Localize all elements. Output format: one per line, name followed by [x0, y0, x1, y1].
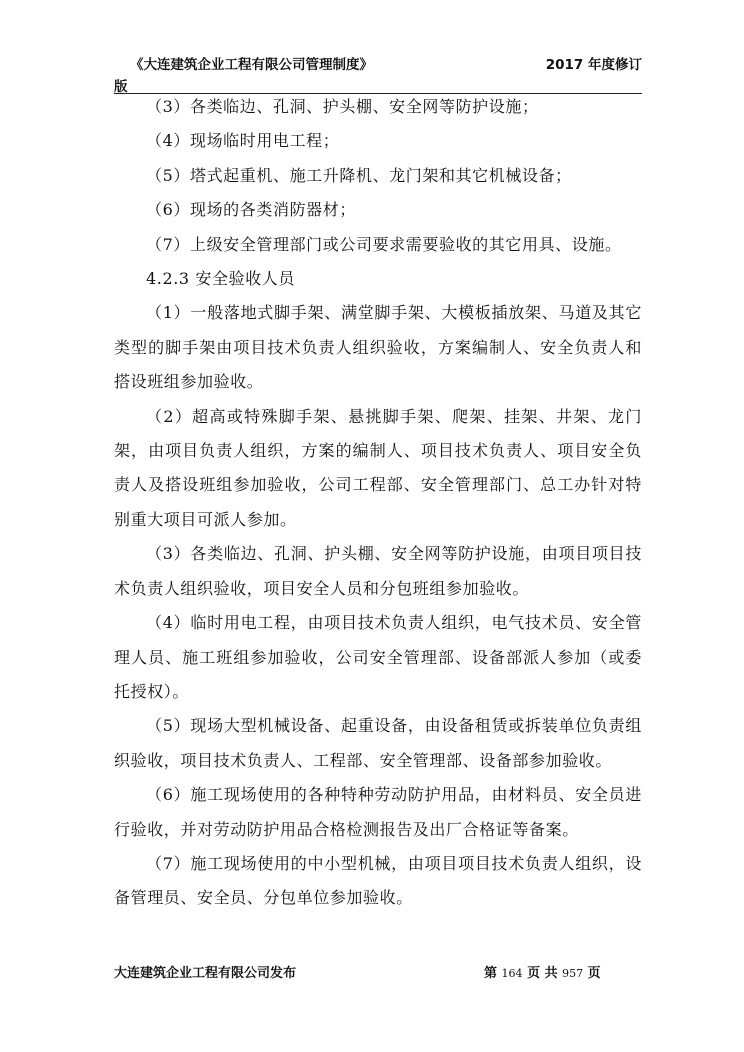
paragraph: （5）现场大型机械设备、起重设备，由设备租赁或拆装单位负责组织验收，项目技术负责人、工程部、安全管理部、设备部参加验收。 — [114, 716, 642, 770]
paragraph: （6）现场的各类消防器材； — [146, 200, 356, 220]
paragraph: （3）各类临边、孔洞、护头棚、安全网等防护设施； — [146, 97, 539, 116]
document-body — [114, 90, 642, 916]
footer-publisher: 大连建筑企业工程有限公司发布 — [114, 966, 297, 981]
paragraph: （3）各类临边、孔洞、护头棚、安全网等防护设施，由项目项目技术负责人组织验收，项目安全人员和分包班组参加验收。 — [114, 544, 642, 598]
page-number — [484, 962, 601, 981]
paragraph: （1）一般落地式脚手架、满堂脚手架、大模板插放架、马道及其它类型的脚手架由项目技术负责人组织验收，方案编制人、安全负责人和搭设班组参加验收。 — [114, 303, 642, 392]
paragraph: （4）临时用电工程，由项目技术负责人组织，电气技术员、安全管理人员、施工班组参加验收，公司安全管理部、设备部派人参加（或委托授权）。 — [114, 613, 642, 701]
section-heading: 4.2.3 安全验收人员 — [146, 269, 295, 289]
paragraph: （4）现场临时用电工程； — [146, 131, 340, 151]
page-footer — [114, 962, 642, 982]
page-header — [114, 53, 642, 94]
header-edition: 2017 年度修订 — [545, 57, 642, 73]
page-current: 164 — [501, 967, 523, 980]
page-suffix: 页 — [587, 966, 601, 981]
paragraph: （2）超高或特殊脚手架、悬挑脚手架、爬架、挂架、井架、龙门架，由项目负责人组织，方案的编制人、项目技术负责人、项目安全负责人及搭设班组参加验收，公司工程部、安全管理部门、总工办针对特别重大项目可派人参加。 — [114, 406, 642, 529]
header-title: 《大连建筑企业工程有限公司管理制度》 — [130, 57, 373, 73]
paragraph: （7）上级安全管理部门或公司要求需要验收的其它用具、设施。 — [146, 234, 622, 254]
page-total: 957 — [562, 967, 584, 980]
paragraph: （7）施工现场使用的中小型机械，由项目项目技术负责人组织，设备管理员、安全员、分包单位参加验收。 — [114, 853, 642, 908]
page-mid: 页 共 — [527, 966, 558, 981]
page-prefix: 第 — [484, 966, 498, 981]
paragraph: （6）施工现场使用的各种特种劳动防护用品，由材料员、安全员进行验收，并对劳动防护用品合格检测报告及出厂合格证等备案。 — [114, 785, 642, 839]
header-edition-wrap: 版 — [114, 79, 128, 95]
paragraph: （5）塔式起重机、施工升降机、龙门架和其它机械设备； — [146, 165, 572, 185]
